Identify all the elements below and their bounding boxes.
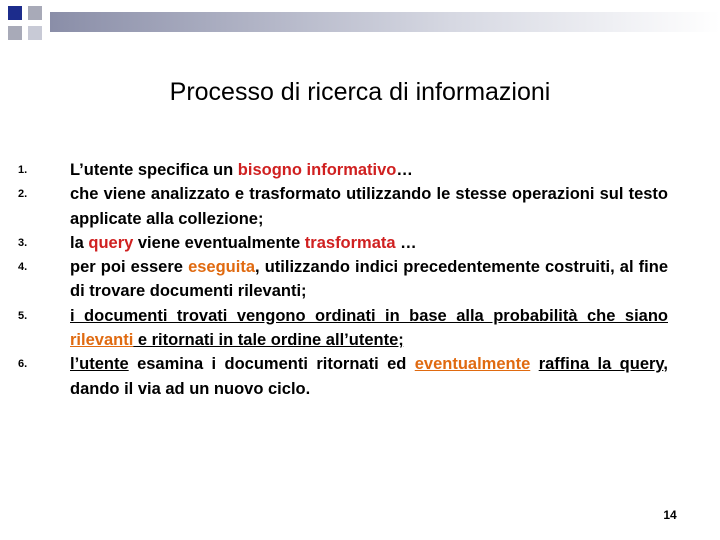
term-bisogno-informativo: bisogno informativo bbox=[237, 161, 397, 179]
list-item-2: 2. che viene analizzato e trasformato utilizzando le stesse operazioni sul testo applicate alla collezione; bbox=[18, 182, 668, 231]
term-eventualmente: eventualmente bbox=[414, 355, 531, 374]
slide-title: Processo di ricerca di informazioni bbox=[169, 78, 551, 106]
term-raffina-la-query: raffina la query bbox=[538, 355, 664, 374]
term-query: query bbox=[88, 233, 134, 252]
list-item-4: 4. per poi essere eseguita, utilizzando indici precedentemente costruiti, al fine di trovare documenti rilevanti; bbox=[18, 255, 668, 304]
deco-square-gray-3 bbox=[28, 26, 42, 40]
term-trasformata: trasformata bbox=[304, 233, 396, 252]
list-number: 4. bbox=[18, 261, 28, 274]
list-item-6: 6. l’utente esamina i documenti ritornati ed eventualmente raffina la query, dando il via ad un nuovo ciclo. bbox=[18, 352, 668, 401]
term-utente: l’utente bbox=[70, 355, 129, 374]
page-number: 14 bbox=[663, 508, 677, 522]
list-number: 3. bbox=[18, 236, 28, 249]
header-decoration bbox=[0, 0, 720, 50]
process-steps-list bbox=[18, 158, 668, 401]
list-number: 1. bbox=[18, 164, 28, 176]
list-number: 6. bbox=[18, 358, 28, 371]
deco-square-gray-2 bbox=[8, 26, 22, 40]
term-eseguita: eseguita bbox=[188, 258, 256, 277]
term-rilevanti: rilevanti bbox=[70, 331, 134, 350]
header-gradient-bar bbox=[50, 12, 720, 32]
deco-square-gray-1 bbox=[28, 6, 42, 20]
list-number: 2. bbox=[18, 188, 28, 201]
deco-square-blue bbox=[8, 6, 22, 20]
list-item-5: 5. i documenti trovati vengono ordinati in base alla probabilità che siano rilevanti e ritornati in tale ordine all’utente; bbox=[18, 304, 668, 353]
list-item-1: 1. L’utente specifica un bisogno informativo… bbox=[18, 158, 668, 182]
list-number: 5. bbox=[18, 309, 28, 322]
list-item-3: 3. la query viene eventualmente trasformata … bbox=[18, 231, 668, 255]
